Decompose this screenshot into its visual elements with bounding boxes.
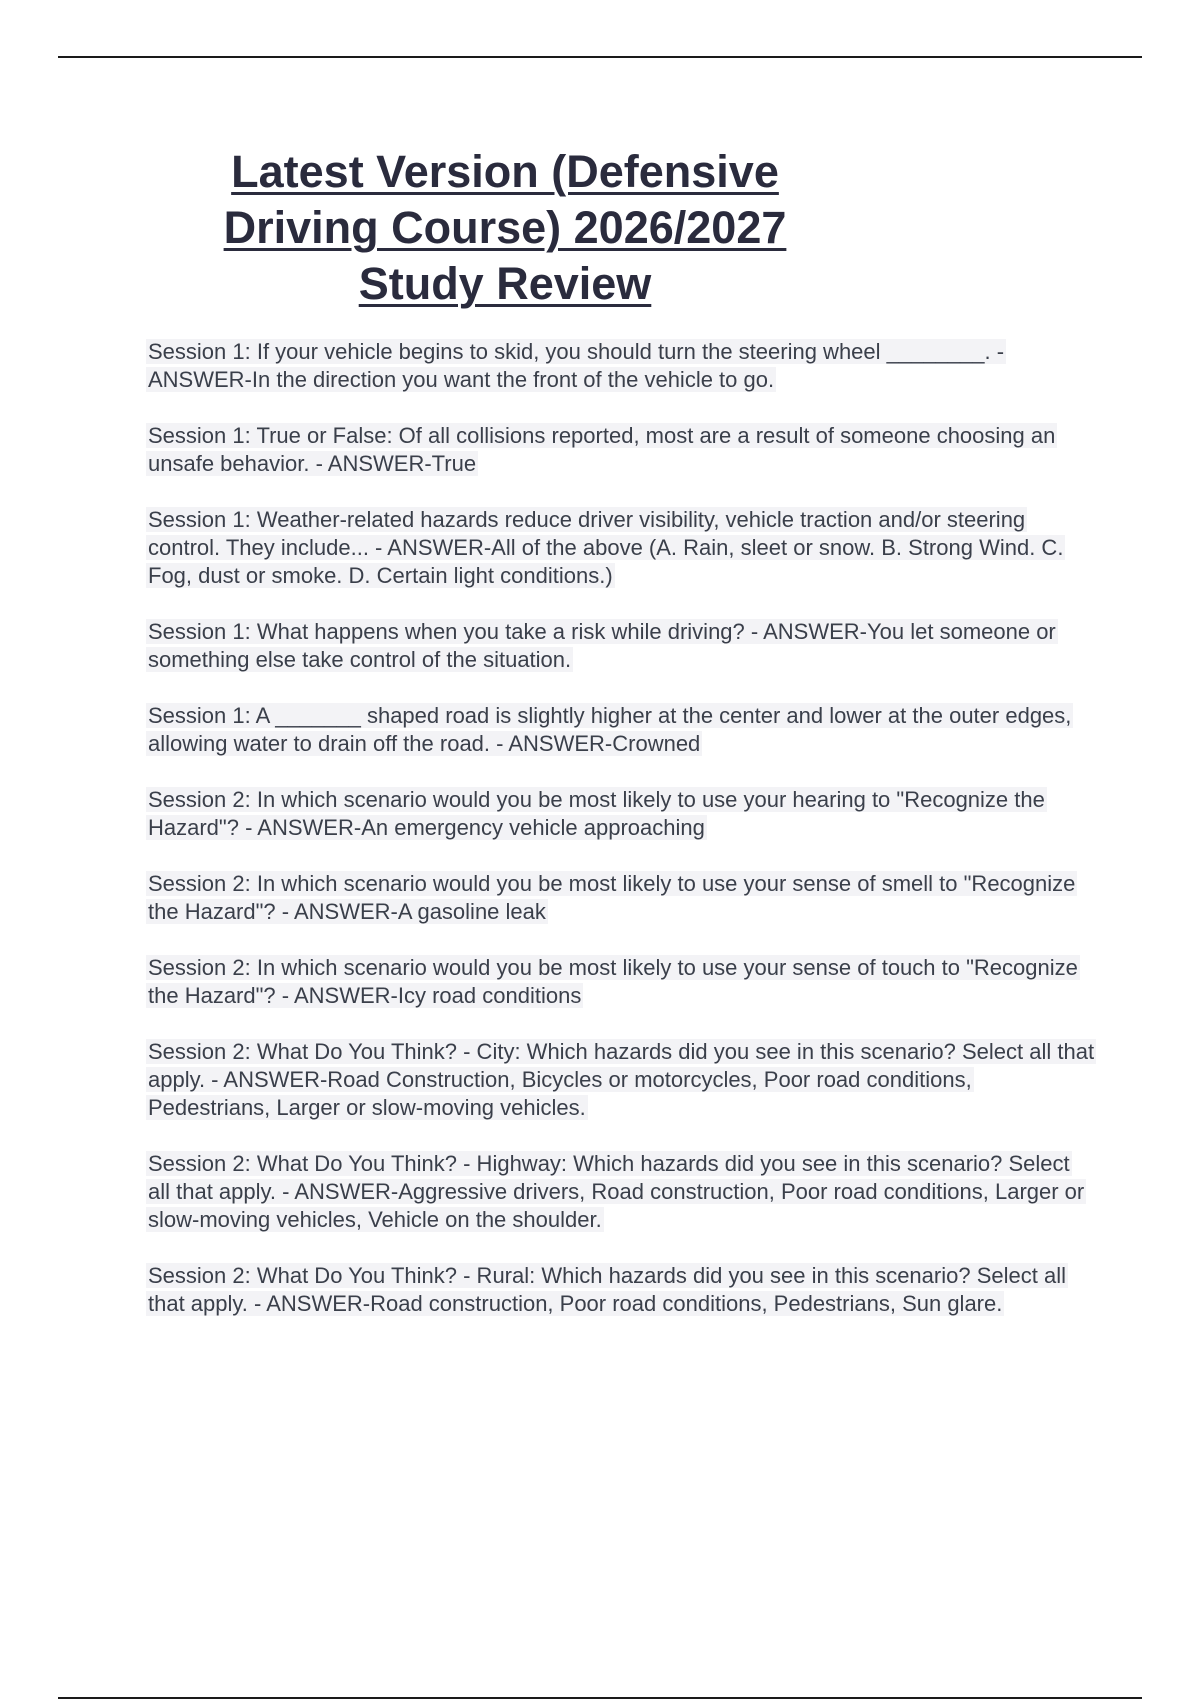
qa-item: Session 1: Weather-related hazards reduce driver visibility, vehicle traction and/or steering control. They include... - ANSWER-All of the above (A. Rain, sleet or snow. B. Strong Wind. C. Fog, dust or smoke. D. Certain light conditions.) bbox=[148, 507, 1064, 588]
qa-item: Session 1: A _______ shaped road is slightly higher at the center and lower at the outer edges, allowing water to drain off the road. - ANSWER-Crowned bbox=[148, 703, 1072, 756]
title-line: Driving Course) 2026/2027 bbox=[223, 202, 787, 253]
title-line: Latest Version (Defensive bbox=[231, 146, 779, 197]
qa-list bbox=[146, 338, 1096, 1346]
qa-item: Session 1: True or False: Of all collisions reported, most are a result of someone choosing an unsafe behavior. - ANSWER-True bbox=[148, 423, 1056, 476]
qa-item: Session 2: What Do You Think? - Highway: Which hazards did you see in this scenario? Select all that apply. - ANSWER-Aggressive drivers, Road construction, Poor road conditions, Larger or slow-moving vehicles, Vehicle on the shoulder. bbox=[148, 1151, 1085, 1232]
qa-item: Session 2: What Do You Think? - City: Which hazards did you see in this scenario? Select all that apply. - ANSWER-Road Construction, Bicycles or motorcycles, Poor road conditions, Pedestrians, Larger or slow-moving vehicles. bbox=[148, 1039, 1095, 1120]
qa-item: Session 2: In which scenario would you be most likely to use your hearing to "Recognize the Hazard"? - ANSWER-An emergency vehicle approaching bbox=[148, 787, 1045, 840]
top-divider bbox=[58, 56, 1142, 58]
qa-item: Session 2: What Do You Think? - Rural: Which hazards did you see in this scenario? Select all that apply. - ANSWER-Road construction, Poor road conditions, Pedestrians, Sun glare. bbox=[148, 1263, 1066, 1316]
qa-item: Session 1: What happens when you take a risk while driving? - ANSWER-You let someone or something else take control of the situation. bbox=[148, 619, 1056, 672]
qa-item: Session 1: If your vehicle begins to skid, you should turn the steering wheel ________. - ANSWER-In the direction you want the front of the vehicle to go. bbox=[148, 339, 1005, 392]
title-line: Study Review bbox=[358, 258, 652, 309]
bottom-divider bbox=[58, 1697, 1142, 1699]
document-title bbox=[130, 144, 880, 312]
qa-item: Session 2: In which scenario would you be most likely to use your sense of touch to "Recognize the Hazard"? - ANSWER-Icy road conditions bbox=[148, 955, 1078, 1008]
qa-item: Session 2: In which scenario would you be most likely to use your sense of smell to "Recognize the Hazard"? - ANSWER-A gasoline leak bbox=[148, 871, 1076, 924]
